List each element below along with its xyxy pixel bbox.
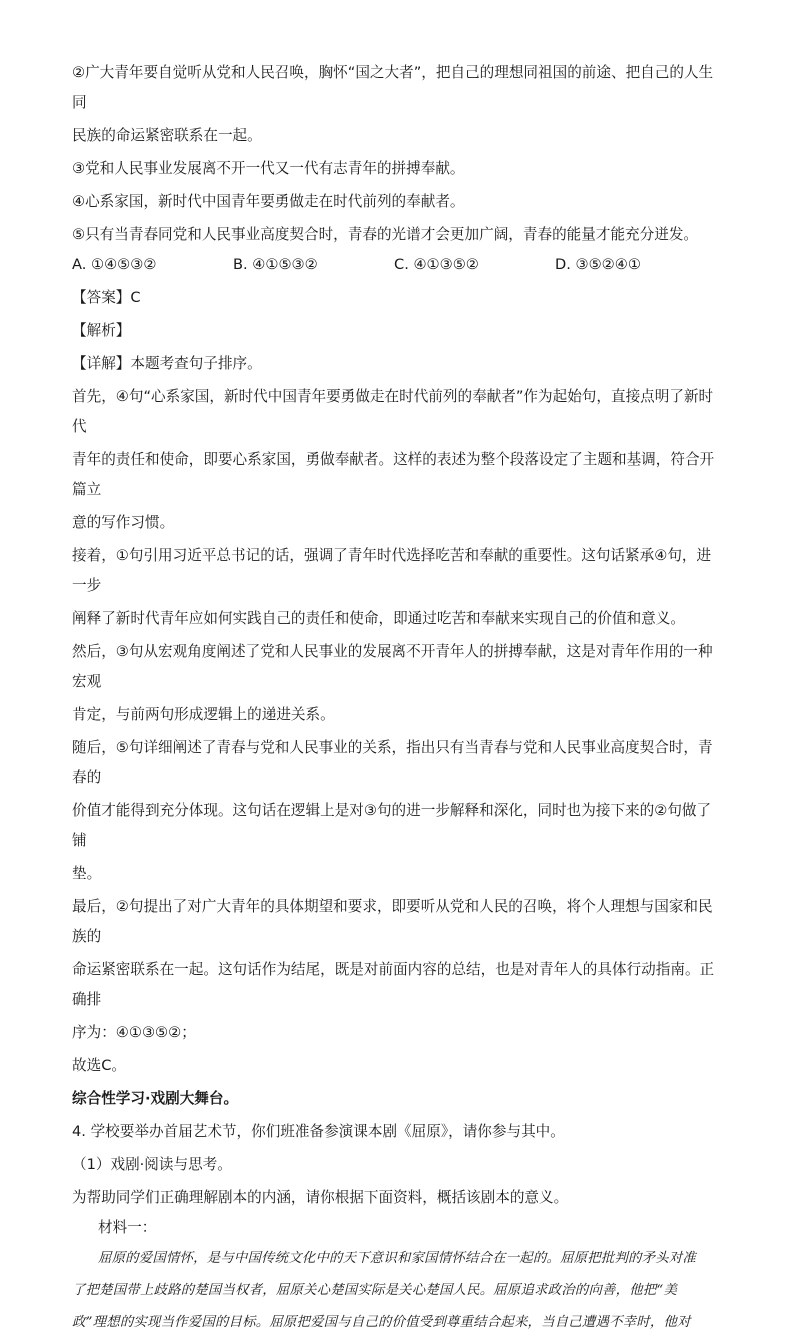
option-a: A. ①④⑤③② bbox=[72, 256, 157, 273]
material-line: 了把楚国带上歧路的楚国当权者，屈原关心楚国实际是关心楚国人民。屈原追求政治的向善，他把“美 bbox=[72, 1283, 678, 1298]
sentence-2-line-2: 民族的命运紧密联系在一起。 bbox=[72, 127, 262, 144]
instruction: 为帮助同学们正确理解剧本的内涵，请你根据下面资料，概括该剧本的意义。 bbox=[72, 1189, 569, 1206]
sub-question-1: （1）戏剧·阅读与思考。 bbox=[72, 1156, 232, 1173]
question-4: 4. 学校要举办首届艺术节，你们班准备参演课本剧《屈原》，请你参与其中。 bbox=[72, 1123, 565, 1140]
option-b: B. ④①⑤③② bbox=[233, 256, 318, 273]
material-line: 屈原的爱国情怀，是与中国传统文化中的天下意识和家国情怀结合在一起的。屈原把批判的矛头对准 bbox=[98, 1251, 696, 1266]
paragraph-line: 价值才能得到充分体现。这句话在逻辑上是对③句的进一步解释和深化，同时也为接下来的②句做了铺 bbox=[72, 802, 712, 849]
paragraph-line: 阐释了新时代青年应如何实践自己的责任和使命，即通过吃苦和奉献来实现自己的价值和意义。 bbox=[72, 610, 685, 627]
material-text bbox=[72, 1243, 724, 1339]
sentence-5: ⑤只有当青春同党和人民事业高度契合时，青春的光谱才会更加广阔，青春的能量才能充分迸发。 bbox=[72, 226, 699, 243]
paragraph-line: 命运紧密联系在一起。这句话作为结尾，既是对前面内容的总结，也是对青年人的具体行动指南。正确排 bbox=[72, 961, 715, 1008]
analysis-paragraph-5 bbox=[72, 892, 724, 1048]
sentence-4: ④心系家国，新时代中国青年要勇做走在时代前列的奉献者。 bbox=[72, 193, 465, 210]
paragraph-line: 最后，②句提出了对广大青年的具体期望和要求，即要听从党和人民的召唤，将个人理想与国家和民族的 bbox=[72, 898, 713, 945]
paragraph-line: 首先，④句“心系家国，新时代中国青年要勇做走在时代前列的奉献者”作为起始句，直接点明了新时代 bbox=[72, 388, 714, 435]
answer-line: 【答案】C bbox=[72, 289, 141, 306]
document-page bbox=[72, 58, 724, 1339]
section-title: 综合性学习·戏剧大舞台。 bbox=[72, 1090, 239, 1107]
detail-line: 【详解】本题考查句子排序。 bbox=[72, 355, 262, 372]
analysis-paragraph-3 bbox=[72, 637, 724, 730]
answer-options bbox=[72, 250, 724, 280]
paragraph-line: 接着，①句引用习近平总书记的话，强调了青年时代选择吃苦和奉献的重要性。这句话紧承④句，进一步 bbox=[72, 547, 712, 594]
paragraph-line: 序为：④①③⑤②； bbox=[72, 1024, 196, 1041]
material-line: 政”理想的实现当作爱国的目标。屈原把爱国与自己的价值受到尊重结合起来，当自己遭遇不幸时，他对 bbox=[72, 1315, 691, 1330]
sentence-3: ③党和人民事业发展离不开一代又一代有志青年的拼搏奉献。 bbox=[72, 160, 465, 177]
analysis-tag: 【解析】 bbox=[72, 322, 131, 339]
option-c: C. ④①③⑤② bbox=[394, 256, 479, 273]
analysis-paragraph-1 bbox=[72, 382, 724, 538]
paragraph-line: 意的写作习惯。 bbox=[72, 514, 175, 531]
material-title: 材料一： bbox=[98, 1219, 157, 1236]
analysis-paragraph-2 bbox=[72, 541, 724, 634]
paragraph-line: 垫。 bbox=[72, 865, 102, 882]
sentence-2-line-1: ②广大青年要自觉听从党和人民召唤，胸怀“国之大者”，把自己的理想同祖国的前途、把自己的人生同 bbox=[72, 64, 714, 111]
paragraph-line: 肯定，与前两句形成逻辑上的递进关系。 bbox=[72, 706, 335, 723]
paragraph-line: 随后，⑤句详细阐述了青春与党和人民事业的关系，指出只有当青春与党和人民事业高度契合时，青春的 bbox=[72, 739, 713, 786]
paragraph-line: 青年的责任和使命，即要心系家国，勇做奉献者。这样的表述为整个段落设定了主题和基调，符合开篇立 bbox=[72, 451, 715, 498]
paragraph-line: 然后，③句从宏观角度阐述了党和人民事业的发展离不开青年人的拼搏奉献，这是对青年作用的一种宏观 bbox=[72, 643, 713, 690]
conclusion: 故选C。 bbox=[72, 1057, 126, 1074]
option-d: D. ③⑤②④① bbox=[555, 256, 641, 273]
analysis-paragraph-4 bbox=[72, 733, 724, 889]
